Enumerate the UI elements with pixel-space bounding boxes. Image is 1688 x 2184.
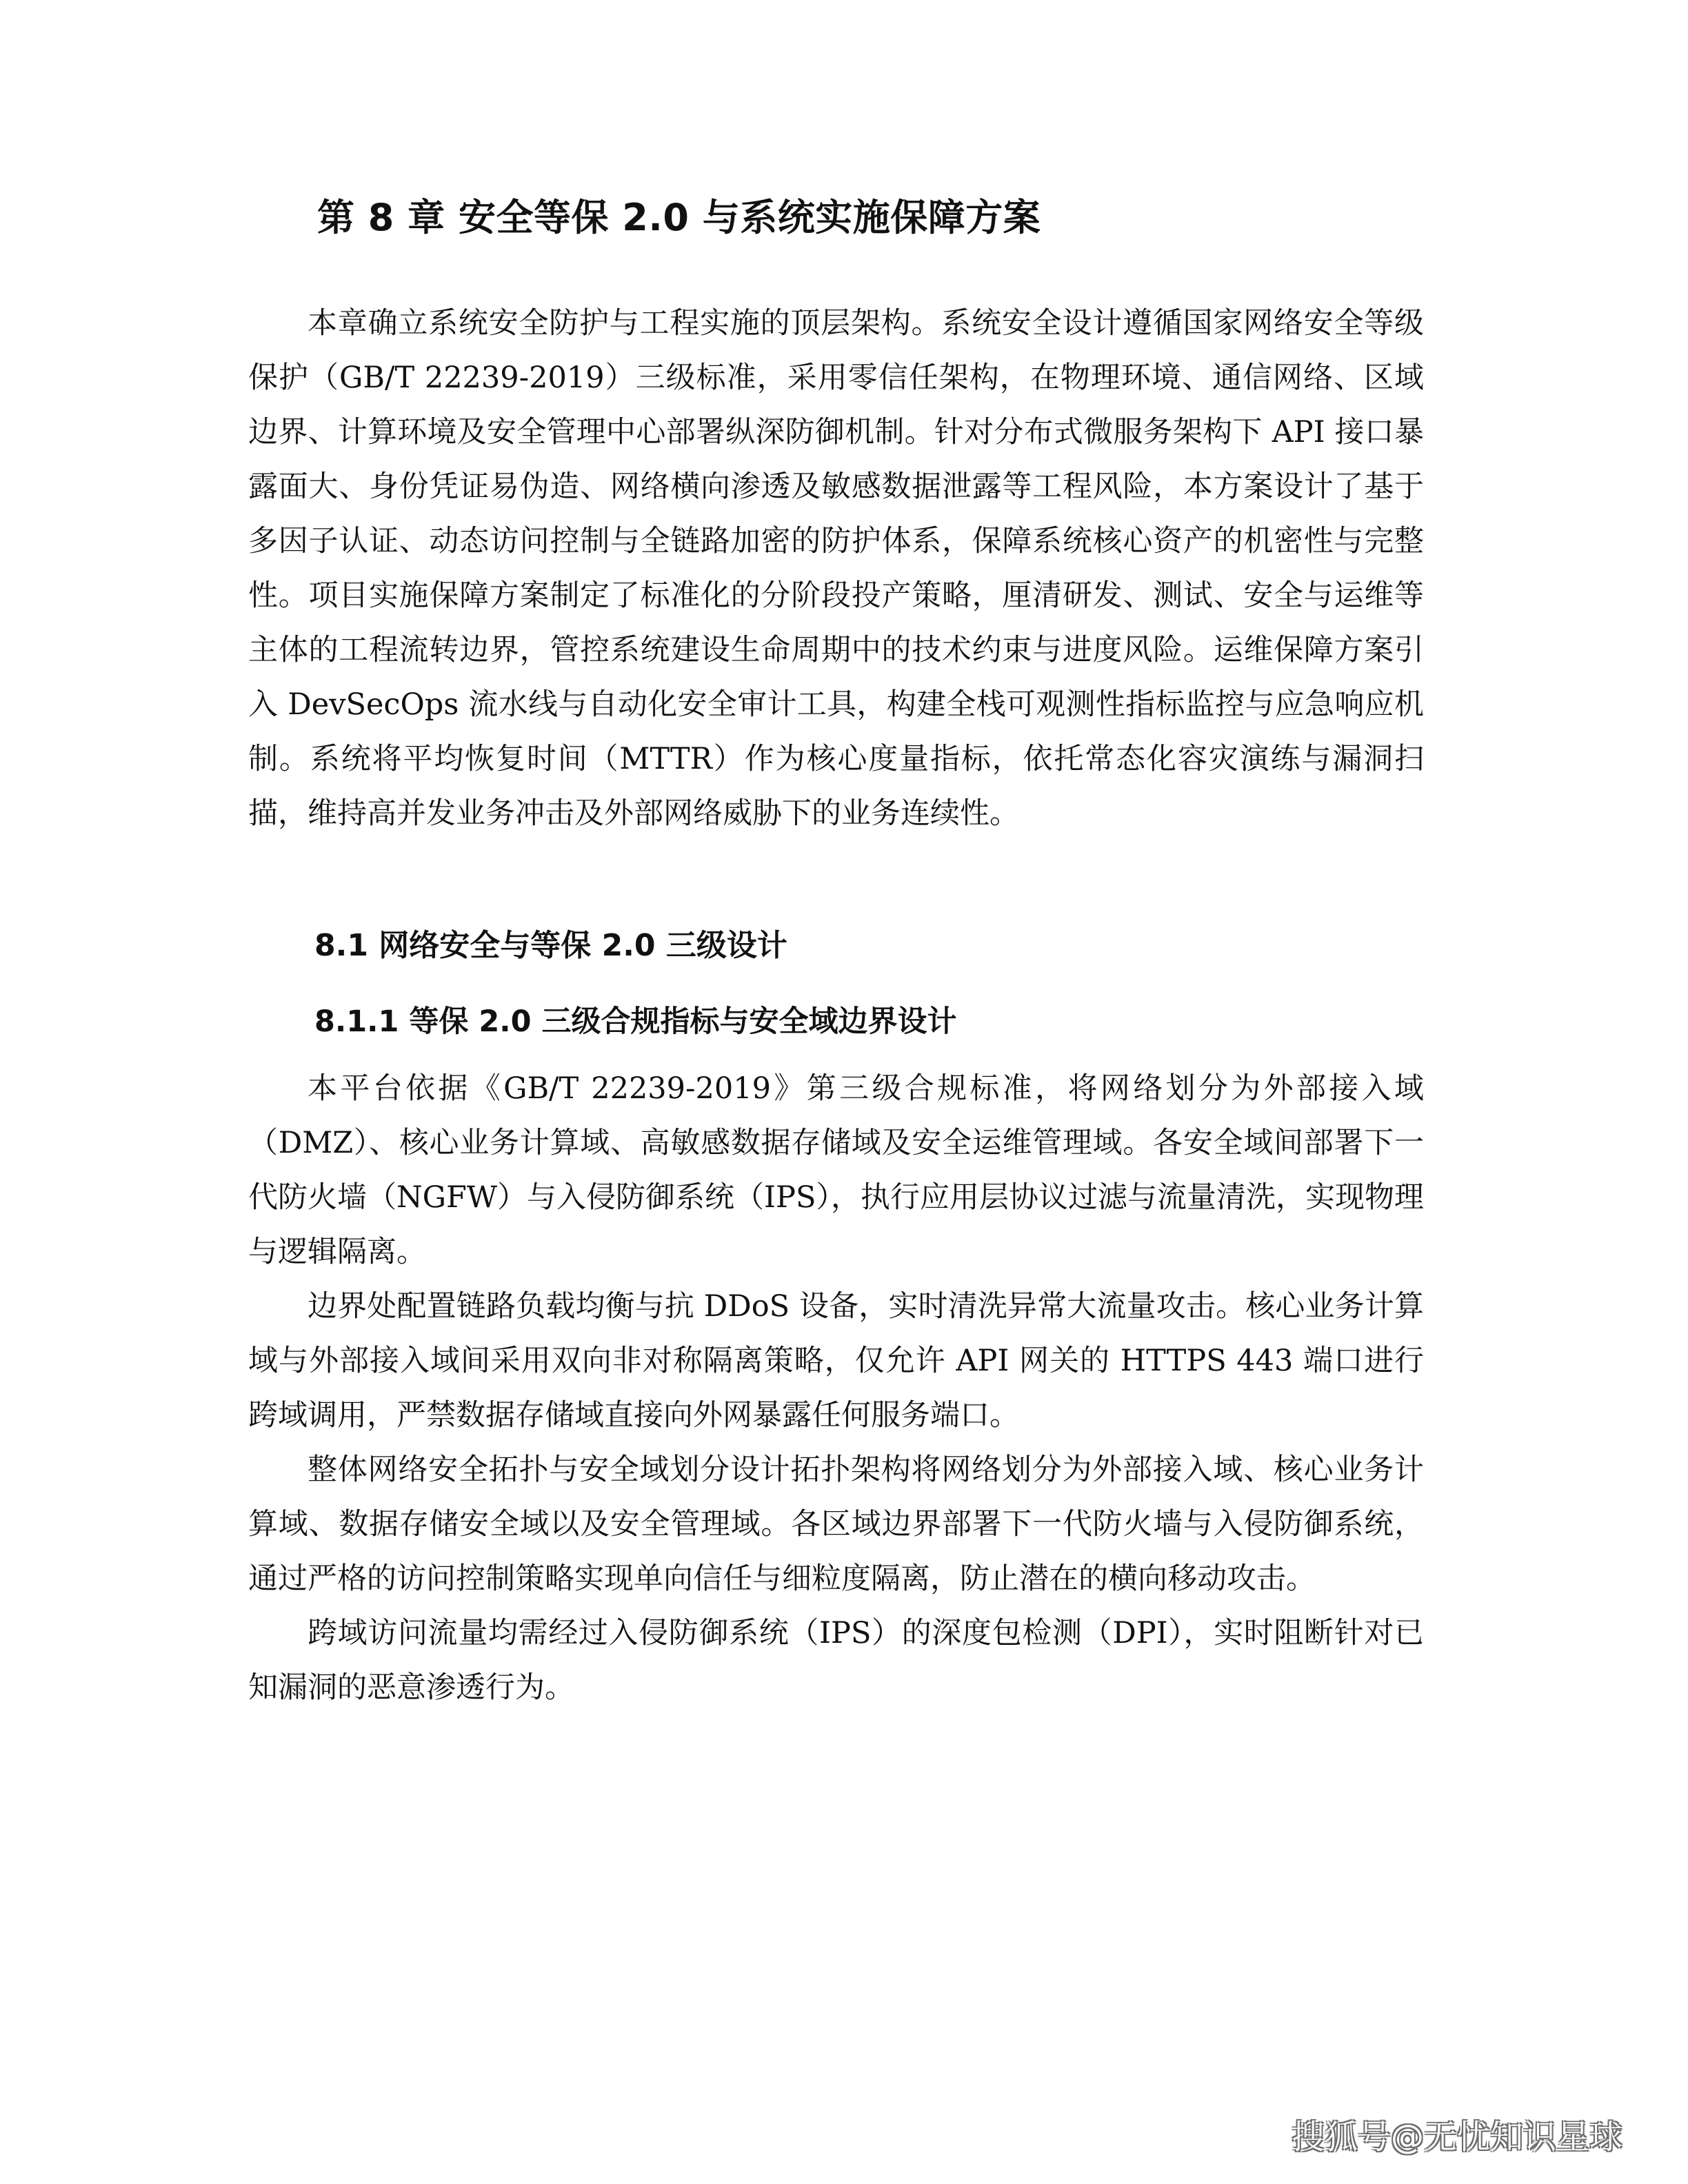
subsection-paragraph-3: 整体网络安全拓扑与安全域划分设计拓扑架构将网络划分为外部接入域、核心业务计算域、数据存储安全域以及安全管理域。各区域边界部署下一代防火墙与入侵防御系统，通过严格的访问控制策略实现单向信任与细粒度隔离，防止潜在的横向移动攻击。 bbox=[248, 1453, 1424, 1596]
chapter-title: 第 8 章 安全等保 2.0 与系统实施保障方案 bbox=[317, 196, 1041, 239]
subsection-title: 8.1.1 等保 2.0 三级合规指标与安全域边界设计 bbox=[314, 1004, 957, 1039]
section-title: 8.1 网络安全与等保 2.0 三级设计 bbox=[314, 928, 787, 963]
source-watermark: 搜狐号@无忧知识星球 bbox=[1291, 2118, 1622, 2156]
subsection-paragraph-1: 本平台依据《GB/T 22239-2019》第三级合规标准，将网络划分为外部接入域（DMZ）、核心业务计算域、高敏感数据存储域及安全运维管理域。各安全域间部署下一代防火墙（NGFW）与入侵防御系统（IPS），执行应用层协议过滤与流量清洗，实现物理与逻辑隔离。 bbox=[248, 1071, 1424, 1269]
document-content bbox=[248, 193, 1424, 1715]
subsection-paragraph-4: 跨域访问流量均需经过入侵防御系统（IPS）的深度包检测（DPI），实时阻断针对已知漏洞的恶意渗透行为。 bbox=[248, 1616, 1424, 1705]
intro-paragraph: 本章确立系统安全防护与工程实施的顶层架构。系统安全设计遵循国家网络安全等级保护（GB/T 22239-2019）三级标准，采用零信任架构，在物理环境、通信网络、区域边界、计算环境及安全管理中心部署纵深防御机制。针对分布式微服务架构下 API 接口暴露面大、身份凭证易伪造、网络横向渗透及敏感数据泄露等工程风险，本方案设计了基于多因子认证、动态访问控制与全链路加密的防护体系，保障系统核心资产的机密性与完整性。项目实施保障方案制定了标准化的分阶段投产策略，厘清研发、测试、安全与运维等主体的工程流转边界，管控系统建设生命周期中的技术约束与进度风险。运维保障方案引入 DevSecOps 流水线与自动化安全审计工具，构建全栈可观测性指标监控与应急响应机制。系统将平均恢复时间（MTTR）作为核心度量指标，依托常态化容灾演练与漏洞扫描，维持高并发业务冲击及外部网络威胁下的业务连续性。 bbox=[248, 306, 1424, 831]
subsection-paragraph-2: 边界处配置链路负载均衡与抗 DDoS 设备，实时清洗异常大流量攻击。核心业务计算域与外部接入域间采用双向非对称隔离策略，仅允许 API 网关的 HTTPS 443 端口进行跨域调用，严禁数据存储域直接向外网暴露任何服务端口。 bbox=[248, 1289, 1424, 1433]
